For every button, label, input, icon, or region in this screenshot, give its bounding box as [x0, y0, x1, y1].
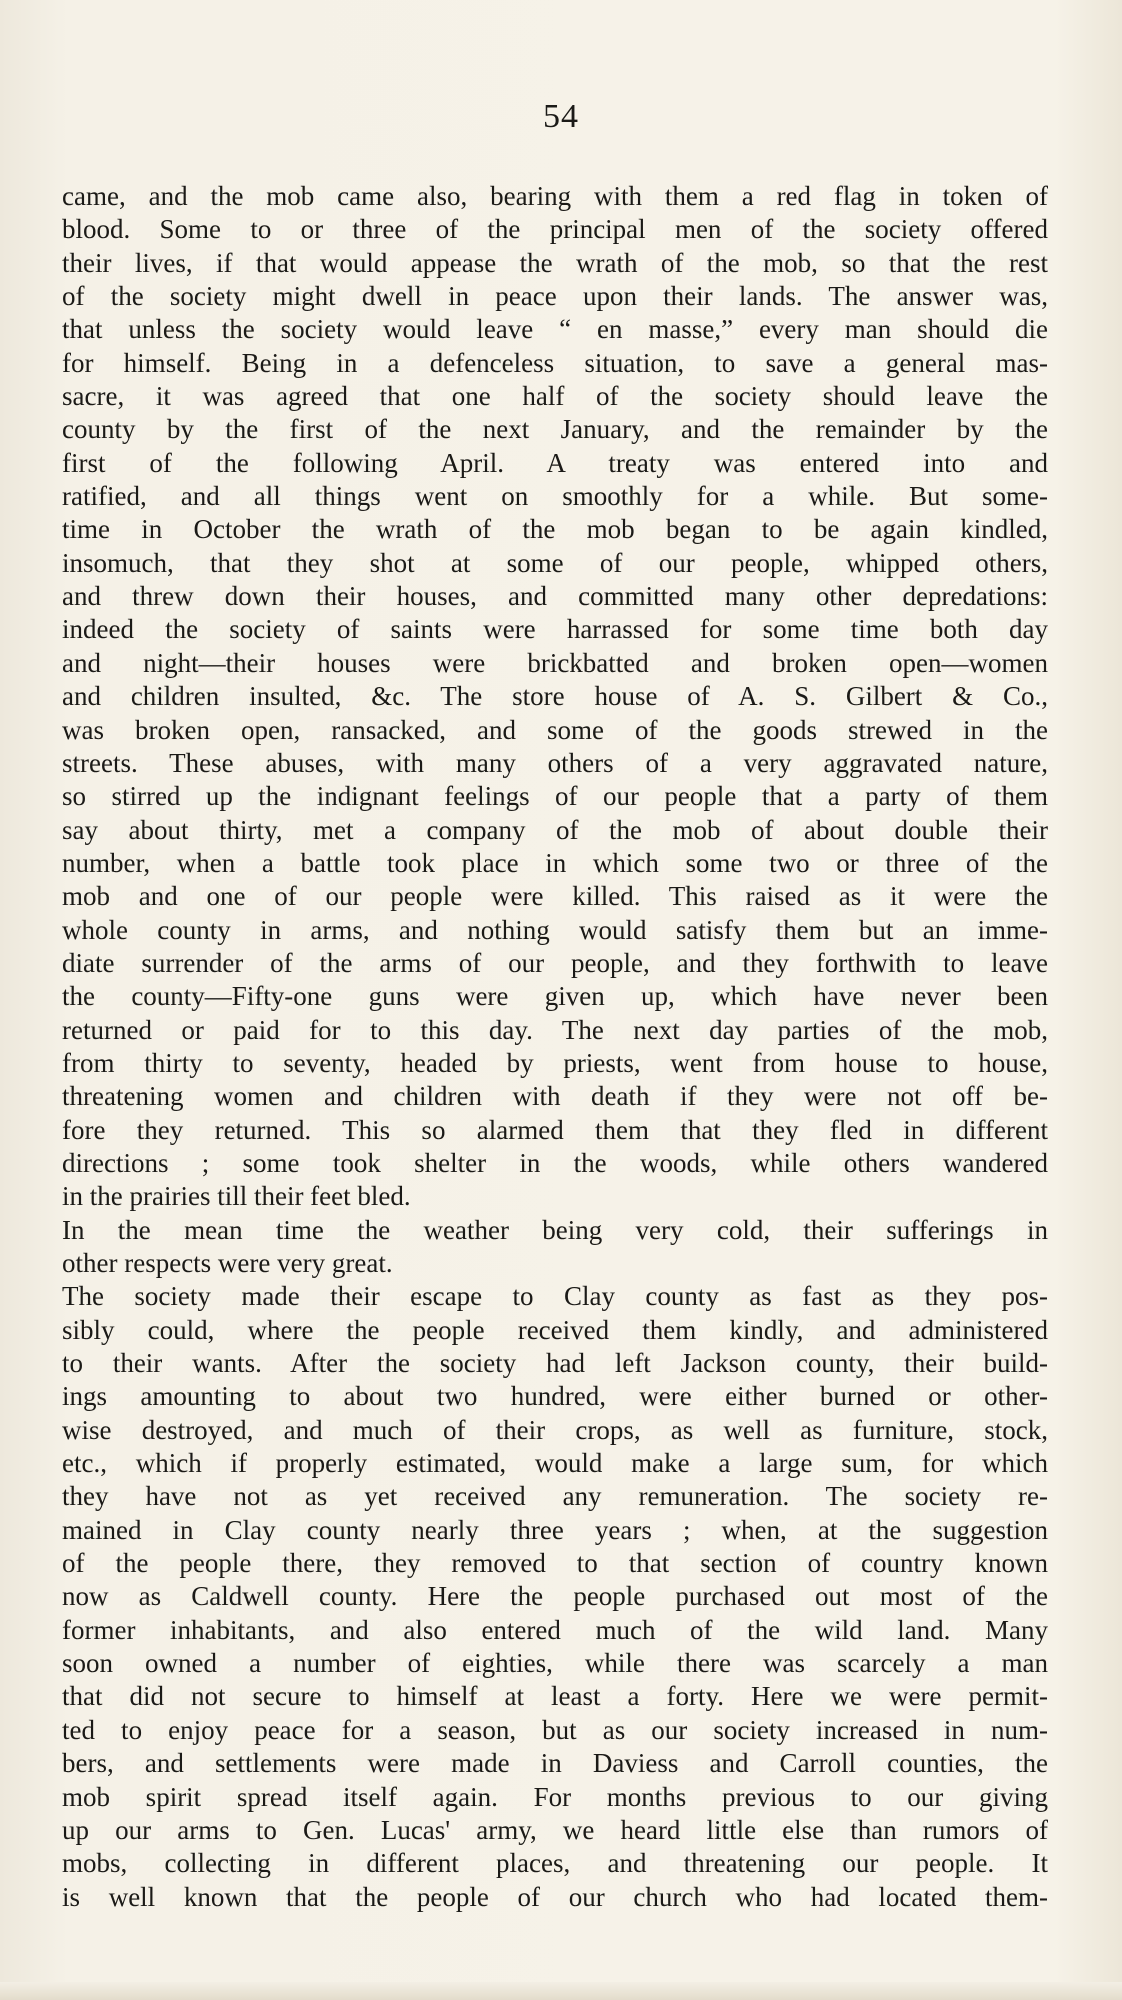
- text-line: former inhabitants, and also entered much of the wild land. Many: [62, 1614, 1048, 1645]
- text-line: bers, and settlements were made in Daviess and Carroll counties, the: [62, 1748, 1048, 1779]
- text-line: threatening women and children with death if they were not off be-: [62, 1081, 1048, 1112]
- text-line: diate surrender of the arms of our people, and they forthwith to leave: [62, 947, 1048, 978]
- text-line: directions ; some took shelter in the woods, while others wandered: [62, 1147, 1048, 1178]
- text-line: insomuch, that they shot at some of our people, whipped others,: [62, 547, 1048, 578]
- text-line: blood. Some to or three of the principal men of the society offered: [62, 214, 1048, 245]
- text-line: streets. These abuses, with many others of a very aggravated nature,: [62, 747, 1048, 778]
- text-line: was broken open, ransacked, and some of the goods strewed in the: [62, 714, 1048, 745]
- text-line: and threw down their houses, and committed many other depredations:: [62, 581, 1048, 612]
- text-line: and night—their houses were brickbatted and broken open—women: [62, 647, 1048, 678]
- text-line: sibly could, where the people received them kindly, and administered: [62, 1314, 1048, 1345]
- text-line: mained in Clay county nearly three years ; when, at the suggestion: [62, 1514, 1048, 1545]
- text-line: came, and the mob came also, bearing with them a red flag in token of: [62, 181, 1048, 211]
- text-line: county by the first of the next January, and the remainder by the: [62, 414, 1048, 445]
- text-line: whole county in arms, and nothing would satisfy them but an imme-: [62, 914, 1048, 945]
- text-line: of the people there, they removed to that section of country known: [62, 1548, 1048, 1579]
- text-line: that did not secure to himself at least a forty. Here we were permit-: [62, 1681, 1048, 1712]
- text-line: time in October the wrath of the mob began to be again kindled,: [62, 514, 1048, 545]
- text-line: for himself. Being in a defenceless situation, to save a general mas-: [62, 347, 1048, 378]
- text-line: of the society might dwell in peace upon their lands. The answer was,: [62, 281, 1048, 312]
- text-line: wise destroyed, and much of their crops, as well as furniture, stock,: [62, 1414, 1048, 1445]
- text-line: is well known that the people of our church who had located them-: [62, 1881, 1048, 1912]
- page-number: 54: [543, 98, 579, 135]
- body-text: [62, 180, 1048, 1914]
- text-line: so stirred up the indignant feelings of our people that a party of them: [62, 781, 1048, 812]
- text-line: and children insulted, &c. The store house of A. S. Gilbert & Co.,: [62, 681, 1048, 712]
- text-line: up our arms to Gen. Lucas' army, we heard little else than rumors of: [62, 1814, 1048, 1845]
- paragraph-end-line: in the prairies till their feet bled.: [62, 1181, 411, 1212]
- text-line: first of the following April. A treaty was entered into and: [62, 447, 1048, 478]
- text-line: ratified, and all things went on smoothly for a while. But some-: [62, 481, 1048, 512]
- text-line: that unless the society would leave “ en masse,” every man should die: [62, 314, 1048, 345]
- text-line: etc., which if properly estimated, would make a large sum, for which: [62, 1448, 1048, 1479]
- text-line: indeed the society of saints were harrassed for some time both day: [62, 614, 1048, 645]
- paragraph-end-line: other respects were very great.: [62, 1248, 393, 1278]
- paragraph-start-line: In the mean time the weather being very cold, their sufferings in: [62, 1214, 1048, 1245]
- text-line: mob spirit spread itself again. For months previous to our giving: [62, 1781, 1048, 1812]
- text-line: their lives, if that would appease the wrath of the mob, so that the rest: [62, 247, 1048, 278]
- page-bottom-edge: [0, 1982, 1122, 2000]
- text-line: number, when a battle took place in which some two or three of the: [62, 847, 1048, 878]
- text-line: mobs, collecting in different places, and threatening our people. It: [62, 1848, 1048, 1879]
- text-line: from thirty to seventy, headed by priests, went from house to house,: [62, 1047, 1048, 1078]
- text-line: say about thirty, met a company of the mob of about double their: [62, 814, 1048, 845]
- text-line: now as Caldwell county. Here the people purchased out most of the: [62, 1581, 1048, 1612]
- text-line: to their wants. After the society had left Jackson county, their build-: [62, 1348, 1048, 1379]
- text-line: they have not as yet received any remuneration. The society re-: [62, 1481, 1048, 1512]
- text-line: sacre, it was agreed that one half of the society should leave the: [62, 381, 1048, 412]
- text-line: fore they returned. This so alarmed them that they fled in different: [62, 1114, 1048, 1145]
- text-line: the county—Fifty-one guns were given up, which have never been: [62, 981, 1048, 1012]
- text-line: soon owned a number of eighties, while there was scarcely a man: [62, 1648, 1048, 1679]
- text-line: returned or paid for to this day. The next day parties of the mob,: [62, 1014, 1048, 1045]
- text-line: ings amounting to about two hundred, were either burned or other-: [62, 1381, 1048, 1412]
- text-line: ted to enjoy peace for a season, but as our society increased in num-: [62, 1714, 1048, 1745]
- text-line: mob and one of our people were killed. This raised as it were the: [62, 881, 1048, 912]
- paragraph-start-line: The society made their escape to Clay county as fast as they pos-: [62, 1281, 1048, 1312]
